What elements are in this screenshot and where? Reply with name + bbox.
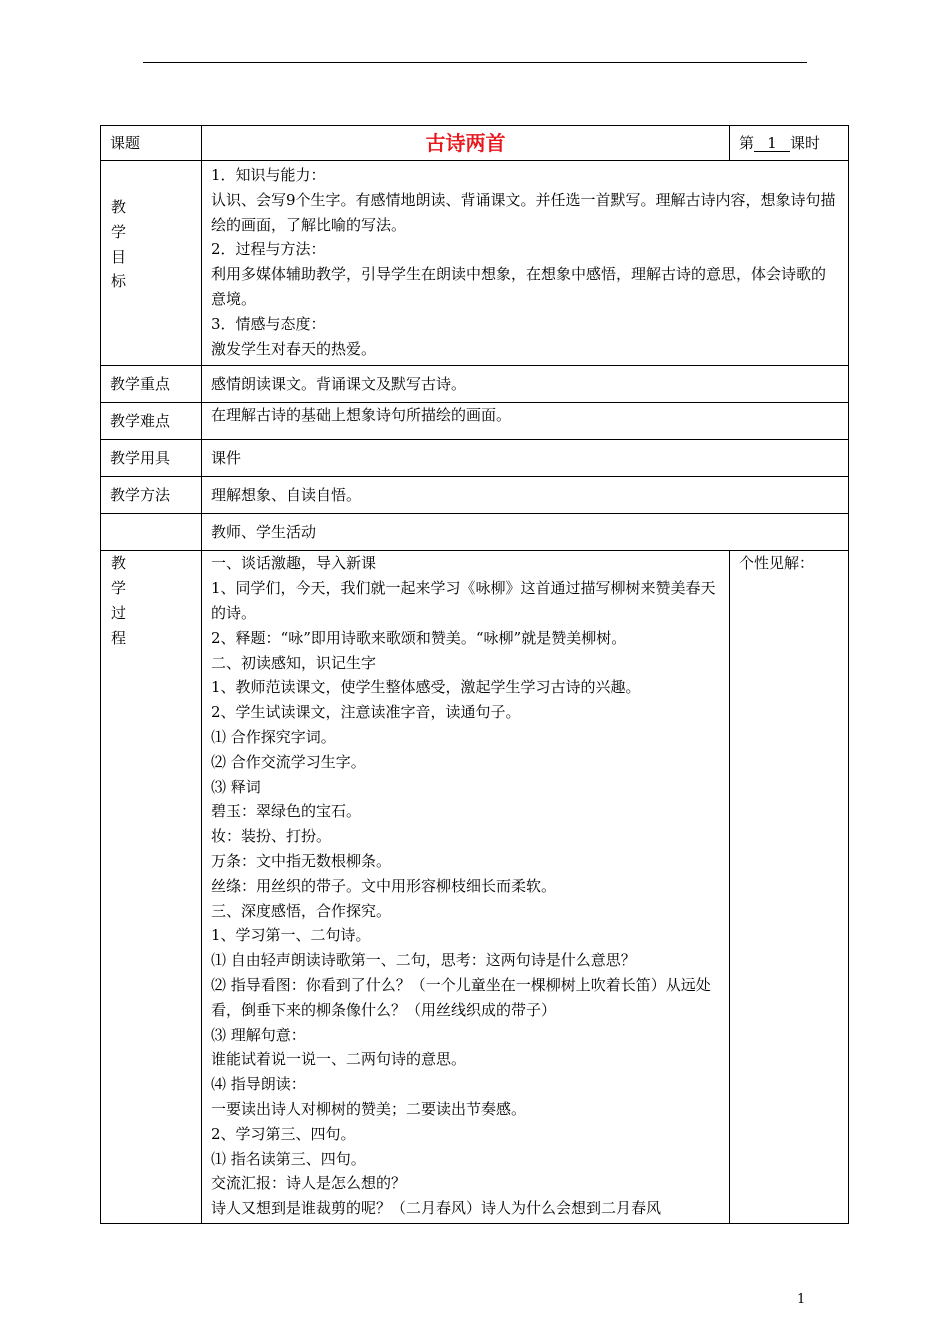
methods-row <box>101 477 849 514</box>
period-suffix: 课时 <box>790 133 821 152</box>
process-line: 2、释题：“咏”即用诗歌来歌颂和赞美。“咏柳”就是赞美柳树。 <box>211 628 627 647</box>
goals-label <box>101 161 202 366</box>
goal-line: 3．情感与态度： <box>211 314 326 333</box>
period-number: 1 <box>754 135 790 152</box>
goal-line: 认识、会写9个生字。有感情地朗读、背诵课文。并任选一首默写。理解古诗内容，想象诗句描绘的画面，了解比喻的写法。 <box>211 190 836 234</box>
lesson-title: 古诗两首 <box>202 126 730 161</box>
tools-row <box>101 440 849 477</box>
goals-content <box>202 161 849 366</box>
process-label-char: 程 <box>111 628 127 647</box>
key-points-row <box>101 366 849 403</box>
personal-insight-cell: 个性见解： <box>730 551 849 1224</box>
process-row <box>101 551 849 1224</box>
activity-header-blank <box>101 514 202 551</box>
process-line: 一、谈话激趣，导入新课 <box>211 554 377 573</box>
process-line: ⑶ 释词 <box>211 777 261 796</box>
process-line: 谁能试着说一说一、二两句诗的意思。 <box>211 1050 467 1069</box>
methods-label: 教学方法 <box>101 477 202 514</box>
process-line: 一要读出诗人对柳树的赞美；二要读出节奏感。 <box>211 1099 527 1118</box>
activity-header-row <box>101 514 849 551</box>
goal-line: 激发学生对春天的热爱。 <box>211 339 377 358</box>
page-number: 1 <box>797 1292 806 1307</box>
difficulties-row <box>101 403 849 440</box>
process-line: 碧玉：翠绿色的宝石。 <box>211 802 362 821</box>
period-cell <box>730 126 849 161</box>
process-line: 交流汇报：诗人是怎么想的？ <box>211 1174 407 1193</box>
process-content <box>202 551 730 1224</box>
process-line: ⑴ 合作探究字词。 <box>211 727 336 746</box>
process-line: 万条：文中指无数根柳条。 <box>211 851 392 870</box>
difficulties-content: 在理解古诗的基础上想象诗句所描绘的画面。 <box>202 403 849 440</box>
methods-content: 理解想象、自读自悟。 <box>202 477 849 514</box>
process-line: 2、学习第三、四句。 <box>211 1124 356 1143</box>
difficulties-label: 教学难点 <box>101 403 202 440</box>
process-label-char: 教 <box>111 554 127 573</box>
process-line: ⑴ 指名读第三、四句。 <box>211 1149 366 1168</box>
key-points-content: 感情朗读课文。背诵课文及默写古诗。 <box>202 366 849 403</box>
goal-line: 1．知识与能力： <box>211 166 326 184</box>
process-line: ⑷ 指导朗读： <box>211 1075 306 1094</box>
process-line: ⑵ 合作交流学习生字。 <box>211 752 366 771</box>
process-line: ⑵ 指导看图：你看到了什么？（一个儿童坐在一棵柳树上吹着长笛）从远处看，倒垂下来的柳条像什么？（用丝线织成的带子） <box>211 975 711 1019</box>
process-line: ⑶ 理解句意： <box>211 1025 306 1044</box>
process-line: 丝绦：用丝织的带子。文中用形容柳枝细长而柔软。 <box>211 876 557 895</box>
header-rule <box>143 62 807 63</box>
topic-label: 课题 <box>101 126 202 161</box>
process-line: 1、教师范读课文，使学生整体感受，激起学生学习古诗的兴趣。 <box>211 678 641 697</box>
key-points-label: 教学重点 <box>101 366 202 403</box>
process-line: 1、学习第一、二句诗。 <box>211 926 371 945</box>
goals-label-char: 学 <box>111 222 127 241</box>
process-line: 妆：装扮、打扮。 <box>211 827 332 846</box>
goal-line: 利用多媒体辅助教学，引导学生在朗读中想象，在想象中感悟，理解古诗的意思，体会诗歌的意境。 <box>211 265 827 308</box>
process-line: 1、同学们，今天，我们就一起来学习《咏柳》这首通过描写柳树来赞美春天的诗。 <box>211 579 716 622</box>
goals-row <box>101 161 849 366</box>
process-label-char: 学 <box>111 579 127 598</box>
process-label <box>101 551 202 1224</box>
title-row <box>101 126 849 161</box>
process-line: 2、学生试读课文，注意读准字音，读通句子。 <box>211 703 521 722</box>
process-line: 诗人又想到是谁裁剪的呢？（二月春风）诗人为什么会想到二月春风 <box>211 1199 662 1218</box>
tools-label: 教学用具 <box>101 440 202 477</box>
tools-content: 课件 <box>202 440 849 477</box>
process-label-char: 过 <box>111 603 127 622</box>
process-line: ⑴ 自由轻声朗读诗歌第一、二句，思考：这两句诗是什么意思？ <box>211 951 636 970</box>
activity-header: 教师、学生活动 <box>202 514 849 551</box>
goal-line: 2．过程与方法： <box>211 240 326 259</box>
goals-label-char: 标 <box>111 272 127 291</box>
process-line: 三、深度感悟，合作探究。 <box>211 901 392 920</box>
lesson-plan-table <box>100 125 849 1224</box>
process-line: 二、初读感知，识记生字 <box>211 653 377 672</box>
goals-label-char: 目 <box>111 247 127 266</box>
goals-label-char: 教 <box>111 198 127 216</box>
period-prefix: 第 <box>739 133 755 152</box>
